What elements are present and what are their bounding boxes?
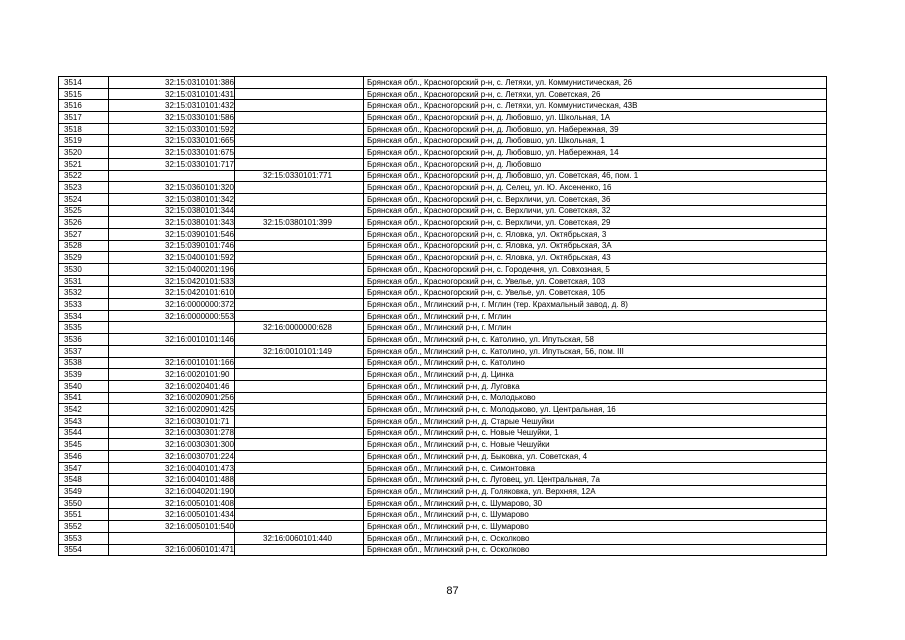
cadastral-number-cell: 32:16:0060101:471: [109, 544, 235, 556]
row-number-cell: 3520: [59, 147, 109, 159]
row-number-cell: 3548: [59, 474, 109, 486]
cadastral-number-cell: 32:16:0020901:425: [109, 404, 235, 416]
room-cadastral-number-cell: [235, 228, 364, 240]
address-cell: Брянская обл., Красногорский р-н, с. Увелье, ул. Советская, 103: [364, 275, 827, 287]
address-cell: Брянская обл., Красногорский р-н, с. Верхличи, ул. Советская, 32: [364, 205, 827, 217]
address-cell: Брянская обл., Красногорский р-н, с. Городечня, ул. Совхозная, 5: [364, 264, 827, 276]
room-cadastral-number-cell: [235, 486, 364, 498]
cadastral-number-cell: 32:16:0020101:90: [109, 369, 235, 381]
room-cadastral-number-cell: [235, 415, 364, 427]
row-number-cell: 3529: [59, 252, 109, 264]
address-cell: Брянская обл., Мглинский р-н, с. Молодьково: [364, 392, 827, 404]
row-number-cell: 3539: [59, 369, 109, 381]
room-cadastral-number-cell: 32:15:0380101:399: [235, 217, 364, 229]
row-number-cell: 3554: [59, 544, 109, 556]
table-row: [59, 451, 827, 463]
address-cell: Брянская обл., Красногорский р-н, д. Любовшо, ул. Школьная, 1А: [364, 112, 827, 124]
cadastral-number-cell: 32:16:0010101:166: [109, 357, 235, 369]
room-cadastral-number-cell: [235, 240, 364, 252]
row-number-cell: 3533: [59, 299, 109, 311]
row-number-cell: 3536: [59, 334, 109, 346]
page-number: 87: [446, 585, 459, 597]
cadastral-number-cell: 32:15:0380101:343: [109, 217, 235, 229]
address-cell: Брянская обл., Мглинский р-н, г. Мглин (тер. Крахмальный завод, д. 8): [364, 299, 827, 311]
room-cadastral-number-cell: 32:16:0060101:440: [235, 532, 364, 544]
cadastral-number-cell: 32:15:0330101:675: [109, 147, 235, 159]
table-row: [59, 88, 827, 100]
row-number-cell: 3514: [59, 77, 109, 89]
room-cadastral-number-cell: [235, 287, 364, 299]
table-row: [59, 369, 827, 381]
row-number-cell: 3546: [59, 451, 109, 463]
address-cell: Брянская обл., Мглинский р-н, д. Цинка: [364, 369, 827, 381]
address-cell: Брянская обл., Мглинский р-н, д. Старые Чешуйки: [364, 415, 827, 427]
cadastral-number-cell: 32:15:0310101:386: [109, 77, 235, 89]
row-number-cell: 3531: [59, 275, 109, 287]
address-cell: Брянская обл., Красногорский р-н, с. Летяхи, ул. Советская, 26: [364, 88, 827, 100]
cadastral-number-cell: 32:15:0380101:344: [109, 205, 235, 217]
address-cell: Брянская обл., Красногорский р-н, с. Яловка, ул. Октябрьская, 43: [364, 252, 827, 264]
room-cadastral-number-cell: [235, 497, 364, 509]
cadastral-number-cell: 32:15:0330101:665: [109, 135, 235, 147]
row-number-cell: 3519: [59, 135, 109, 147]
address-cell: Брянская обл., Красногорский р-н, с. Яловка, ул. Октябрьская, 3А: [364, 240, 827, 252]
cadastral-number-cell: 32:15:0330101:717: [109, 158, 235, 170]
address-cell: Брянская обл., Красногорский р-н, д. Любовшо, ул. Советская, 46, пом. 1: [364, 170, 827, 182]
address-cell: Брянская обл., Красногорский р-н, д. Любовшо, ул. Набережная, 39: [364, 123, 827, 135]
table-row: [59, 380, 827, 392]
room-cadastral-number-cell: [235, 380, 364, 392]
table-row: [59, 147, 827, 159]
cadastral-number-cell: 32:16:0020901:256: [109, 392, 235, 404]
cadastral-number-cell: 32:16:0030301:300: [109, 439, 235, 451]
address-cell: Брянская обл., Мглинский р-н, с. Новые Чешуйки, 1: [364, 427, 827, 439]
address-cell: Брянская обл., Мглинский р-н, с. Новые Чешуйки: [364, 439, 827, 451]
room-cadastral-number-cell: [235, 275, 364, 287]
row-number-cell: 3537: [59, 345, 109, 357]
room-cadastral-number-cell: [235, 462, 364, 474]
table-row: [59, 135, 827, 147]
cadastral-number-cell: 32:15:0330101:592: [109, 123, 235, 135]
table-row: [59, 112, 827, 124]
table-row: [59, 299, 827, 311]
cadastral-number-cell: 32:16:0020401:46: [109, 380, 235, 392]
room-cadastral-number-cell: [235, 158, 364, 170]
table-row: [59, 404, 827, 416]
address-cell: Брянская обл., Красногорский р-н, с. Увелье, ул. Советская, 105: [364, 287, 827, 299]
room-cadastral-number-cell: [235, 474, 364, 486]
room-cadastral-number-cell: [235, 357, 364, 369]
address-cell: Брянская обл., Красногорский р-н, д. Любовшо: [364, 158, 827, 170]
room-cadastral-number-cell: [235, 193, 364, 205]
address-cell: Брянская обл., Мглинский р-н, с. Осколково: [364, 532, 827, 544]
cadastral-number-cell: 32:15:0310101:432: [109, 100, 235, 112]
room-cadastral-number-cell: [235, 88, 364, 100]
row-number-cell: 3526: [59, 217, 109, 229]
table-row: [59, 345, 827, 357]
address-cell: Брянская обл., Мглинский р-н, с. Шумарово: [364, 509, 827, 521]
cadastral-number-cell: [109, 170, 235, 182]
table-row: [59, 252, 827, 264]
room-cadastral-number-cell: 32:16:0010101:149: [235, 345, 364, 357]
row-number-cell: 3516: [59, 100, 109, 112]
room-cadastral-number-cell: [235, 392, 364, 404]
property-table: [58, 76, 827, 556]
row-number-cell: 3547: [59, 462, 109, 474]
table-row: [59, 462, 827, 474]
room-cadastral-number-cell: [235, 334, 364, 346]
table-row: [59, 497, 827, 509]
room-cadastral-number-cell: [235, 264, 364, 276]
table-row: [59, 392, 827, 404]
row-number-cell: 3528: [59, 240, 109, 252]
table-row: [59, 415, 827, 427]
table-row: [59, 427, 827, 439]
room-cadastral-number-cell: [235, 439, 364, 451]
row-number-cell: 3532: [59, 287, 109, 299]
room-cadastral-number-cell: [235, 100, 364, 112]
cadastral-number-cell: 32:16:0050101:434: [109, 509, 235, 521]
cadastral-number-cell: 32:15:0400101:592: [109, 252, 235, 264]
table-row: [59, 439, 827, 451]
table-row: [59, 193, 827, 205]
address-cell: Брянская обл., Мглинский р-н, г. Мглин: [364, 322, 827, 334]
address-cell: Брянская обл., Мглинский р-н, д. Быковка, ул. Советская, 4: [364, 451, 827, 463]
cadastral-number-cell: [109, 322, 235, 334]
address-cell: Брянская обл., Мглинский р-н, д. Голяковка, ул. Верхняя, 12А: [364, 486, 827, 498]
cadastral-number-cell: [109, 532, 235, 544]
table-row: [59, 182, 827, 194]
row-number-cell: 3550: [59, 497, 109, 509]
room-cadastral-number-cell: [235, 205, 364, 217]
cadastral-number-cell: 32:15:0360101:320: [109, 182, 235, 194]
cadastral-number-cell: 32:15:0390101:546: [109, 228, 235, 240]
address-cell: Брянская обл., Красногорский р-н, с. Яловка, ул. Октябрьская, 3: [364, 228, 827, 240]
room-cadastral-number-cell: [235, 135, 364, 147]
table-row: [59, 322, 827, 334]
address-cell: Брянская обл., Мглинский р-н, с. Католино, ул. Ипутьская, 58: [364, 334, 827, 346]
row-number-cell: 3541: [59, 392, 109, 404]
address-cell: Брянская обл., Мглинский р-н, с. Осколково: [364, 544, 827, 556]
address-cell: Брянская обл., Мглинский р-н, д. Луговка: [364, 380, 827, 392]
cadastral-number-cell: 32:16:0040201:190: [109, 486, 235, 498]
row-number-cell: 3534: [59, 310, 109, 322]
row-number-cell: 3545: [59, 439, 109, 451]
address-cell: Брянская обл., Красногорский р-н, д. Любовшо, ул. Набережная, 14: [364, 147, 827, 159]
address-cell: Брянская обл., Красногорский р-н, д. Любовшо, ул. Школьная, 1: [364, 135, 827, 147]
cadastral-number-cell: 32:16:0000000:372: [109, 299, 235, 311]
table-row: [59, 100, 827, 112]
table-row: [59, 158, 827, 170]
table-row: [59, 357, 827, 369]
room-cadastral-number-cell: [235, 77, 364, 89]
cadastral-number-cell: 32:16:0030701:224: [109, 451, 235, 463]
room-cadastral-number-cell: [235, 451, 364, 463]
table-row: [59, 264, 827, 276]
cadastral-number-cell: 32:16:0040101:488: [109, 474, 235, 486]
cadastral-number-cell: 32:16:0030101:71: [109, 415, 235, 427]
room-cadastral-number-cell: [235, 112, 364, 124]
table-row: [59, 521, 827, 533]
row-number-cell: 3551: [59, 509, 109, 521]
room-cadastral-number-cell: [235, 544, 364, 556]
room-cadastral-number-cell: [235, 310, 364, 322]
table-row: [59, 310, 827, 322]
row-number-cell: 3523: [59, 182, 109, 194]
table-row: [59, 205, 827, 217]
table-row: [59, 532, 827, 544]
row-number-cell: 3524: [59, 193, 109, 205]
room-cadastral-number-cell: [235, 147, 364, 159]
address-cell: Брянская обл., Красногорский р-н, с. Летяхи, ул. Коммунистическая, 26: [364, 77, 827, 89]
cadastral-number-cell: [109, 345, 235, 357]
row-number-cell: 3552: [59, 521, 109, 533]
room-cadastral-number-cell: [235, 404, 364, 416]
table-row: [59, 275, 827, 287]
cadastral-number-cell: 32:15:0310101:431: [109, 88, 235, 100]
address-cell: Брянская обл., Красногорский р-н, с. Верхличи, ул. Советская, 36: [364, 193, 827, 205]
table-row: [59, 123, 827, 135]
room-cadastral-number-cell: [235, 123, 364, 135]
row-number-cell: 3525: [59, 205, 109, 217]
row-number-cell: 3553: [59, 532, 109, 544]
room-cadastral-number-cell: [235, 369, 364, 381]
cadastral-number-cell: 32:15:0330101:586: [109, 112, 235, 124]
row-number-cell: 3522: [59, 170, 109, 182]
address-cell: Брянская обл., Мглинский р-н, с. Шумарово: [364, 521, 827, 533]
row-number-cell: 3521: [59, 158, 109, 170]
row-number-cell: 3535: [59, 322, 109, 334]
address-cell: Брянская обл., Мглинский р-н, с. Луговец, ул. Центральная, 7а: [364, 474, 827, 486]
room-cadastral-number-cell: [235, 427, 364, 439]
room-cadastral-number-cell: [235, 509, 364, 521]
room-cadastral-number-cell: [235, 252, 364, 264]
table-row: [59, 334, 827, 346]
row-number-cell: 3517: [59, 112, 109, 124]
row-number-cell: 3540: [59, 380, 109, 392]
row-number-cell: 3544: [59, 427, 109, 439]
cadastral-number-cell: 32:15:0400201:196: [109, 264, 235, 276]
row-number-cell: 3515: [59, 88, 109, 100]
cadastral-number-cell: 32:16:0050101:540: [109, 521, 235, 533]
address-cell: Брянская обл., Красногорский р-н, с. Летяхи, ул. Коммунистическая, 43В: [364, 100, 827, 112]
address-cell: Брянская обл., Мглинский р-н, с. Шумарово, 30: [364, 497, 827, 509]
cadastral-number-cell: 32:16:0000000:553: [109, 310, 235, 322]
room-cadastral-number-cell: [235, 182, 364, 194]
row-number-cell: 3543: [59, 415, 109, 427]
cadastral-number-cell: 32:16:0040101:473: [109, 462, 235, 474]
table-row: [59, 509, 827, 521]
table-row: [59, 287, 827, 299]
row-number-cell: 3538: [59, 357, 109, 369]
address-cell: Брянская обл., Красногорский р-н, с. Верхличи, ул. Советская, 29: [364, 217, 827, 229]
address-cell: Брянская обл., Мглинский р-н, с. Молодьково, ул. Центральная, 16: [364, 404, 827, 416]
table-row: [59, 474, 827, 486]
table-row: [59, 217, 827, 229]
cadastral-number-cell: 32:16:0030301:278: [109, 427, 235, 439]
table-row: [59, 240, 827, 252]
table-row: [59, 170, 827, 182]
address-cell: Брянская обл., Красногорский р-н, д. Селец, ул. Ю. Аксененко, 16: [364, 182, 827, 194]
row-number-cell: 3518: [59, 123, 109, 135]
cadastral-number-cell: 32:16:0010101:146: [109, 334, 235, 346]
cadastral-number-cell: 32:15:0420101:610: [109, 287, 235, 299]
table-row: [59, 77, 827, 89]
row-number-cell: 3530: [59, 264, 109, 276]
address-cell: Брянская обл., Мглинский р-н, г. Мглин: [364, 310, 827, 322]
address-cell: Брянская обл., Мглинский р-н, с. Католино, ул. Ипутьская, 56, пом. III: [364, 345, 827, 357]
room-cadastral-number-cell: 32:15:0330101:771: [235, 170, 364, 182]
table-row: [59, 544, 827, 556]
row-number-cell: 3542: [59, 404, 109, 416]
table-row: [59, 228, 827, 240]
table-row: [59, 486, 827, 498]
room-cadastral-number-cell: [235, 299, 364, 311]
cadastral-number-cell: 32:15:0380101:342: [109, 193, 235, 205]
address-cell: Брянская обл., Мглинский р-н, с. Католино: [364, 357, 827, 369]
cadastral-number-cell: 32:15:0390101:746: [109, 240, 235, 252]
row-number-cell: 3549: [59, 486, 109, 498]
room-cadastral-number-cell: 32:16:0000000:628: [235, 322, 364, 334]
cadastral-number-cell: 32:15:0420101:533: [109, 275, 235, 287]
row-number-cell: 3527: [59, 228, 109, 240]
room-cadastral-number-cell: [235, 521, 364, 533]
property-table-body: [59, 77, 827, 556]
address-cell: Брянская обл., Мглинский р-н, с. Симонтовка: [364, 462, 827, 474]
cadastral-number-cell: 32:16:0050101:408: [109, 497, 235, 509]
